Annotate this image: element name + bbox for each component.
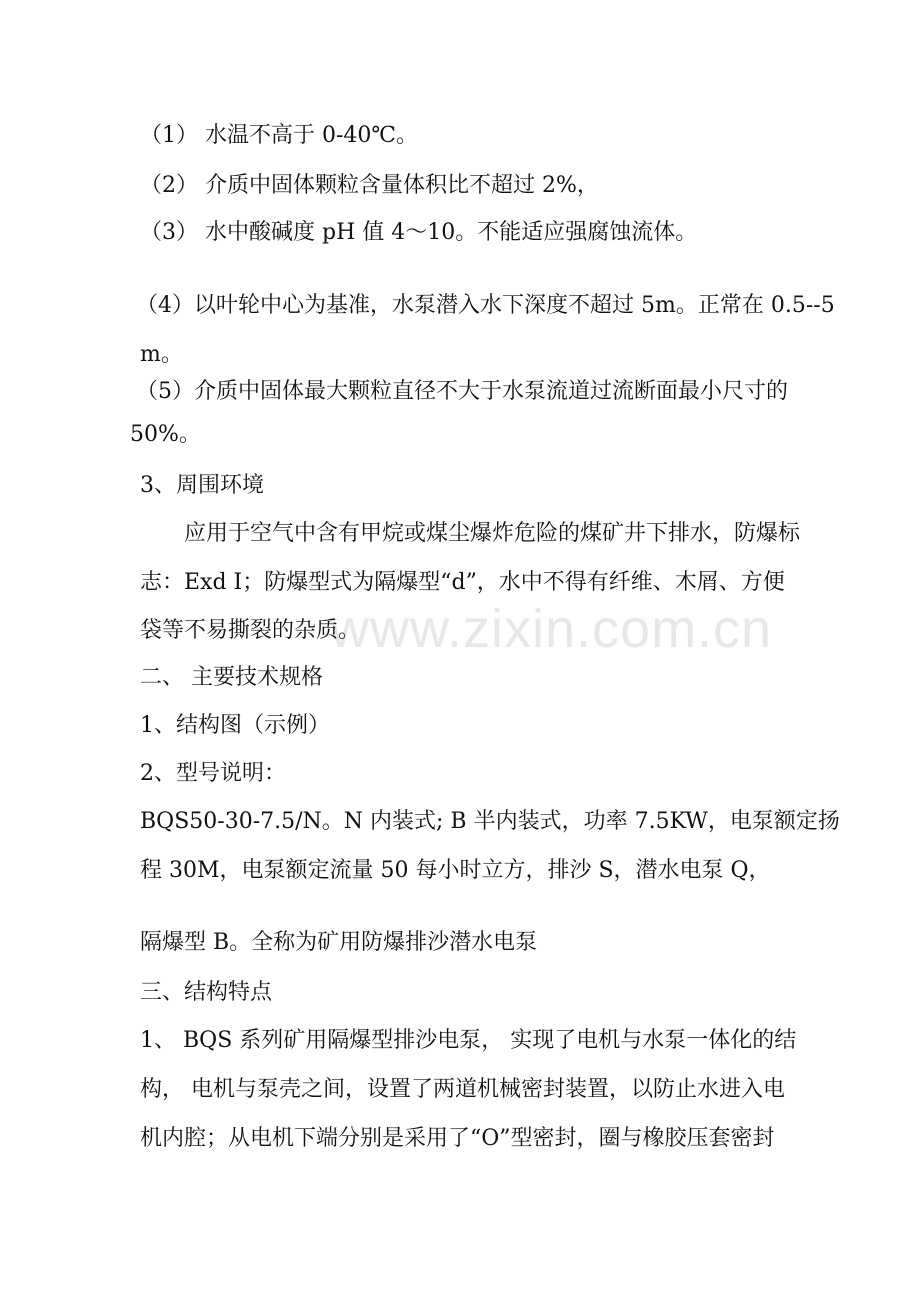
model-description-line-2: 程 30M，电泵额定流量 50 每小时立方，排沙 S，潜水电泵 Q， <box>140 858 771 883</box>
section-heading-structure: 三、结构特点 <box>140 980 273 1005</box>
environment-paragraph-line-1: 应用于空气中含有甲烷或煤尘爆炸危险的煤矿井下排水，防爆标 <box>184 521 801 546</box>
section-heading-environment: 3、周围环境 <box>140 473 264 498</box>
condition-1: （1） 水温不高于 0-40℃。 <box>140 123 419 148</box>
condition-4: （4）以叶轮中心为基准，水泵潜入水下深度不超过 5m。正常在 0.5--5 <box>136 293 835 318</box>
structure-paragraph-line-3: 机内腔；从电机下端分别是采用了“O”型密封，圈与橡胶压套密封 <box>140 1126 775 1151</box>
spec-item-structure-diagram: 1、结构图（示例） <box>140 713 330 738</box>
structure-paragraph-line-1: 1、 BQS 系列矿用隔爆型排沙电泵， 实现了电机与水泵一体化的结 <box>140 1028 797 1053</box>
environment-paragraph-line-3: 袋等不易撕裂的杂质。 <box>140 618 361 643</box>
condition-5-continued: 50%。 <box>130 422 201 447</box>
spec-item-model-description: 2、型号说明： <box>140 761 286 786</box>
model-description-line-3: 隔爆型 B。全称为矿用防爆排沙潜水电泵 <box>140 930 538 955</box>
section-heading-specs: 二、 主要技术规格 <box>140 665 323 690</box>
watermark: www.zixin.com.cn <box>330 599 773 659</box>
environment-paragraph-line-2: 志：Exd Ⅰ；防爆型式为隔爆型“d”，水中不得有纤维、木屑、方便 <box>140 570 785 595</box>
condition-3: （3） 水中酸碱度 pH 值 4～10。不能适应强腐蚀流体。 <box>140 220 698 245</box>
condition-4-continued: m。 <box>140 342 183 367</box>
condition-2: （2） 介质中固体颗粒含量体积比不超过 2%， <box>140 173 599 198</box>
model-description-line-1: BQS50-30-7.5/N。N 内装式; B 半内装式，功率 7.5KW，电泵额定扬 <box>140 809 840 834</box>
condition-5: （5）介质中固体最大颗粒直径不大于水泵流道过流断面最小尺寸的 <box>136 379 788 404</box>
structure-paragraph-line-2: 构， 电机与泵壳之间，设置了两道机械密封装置，以防止水进入电 <box>140 1077 785 1102</box>
